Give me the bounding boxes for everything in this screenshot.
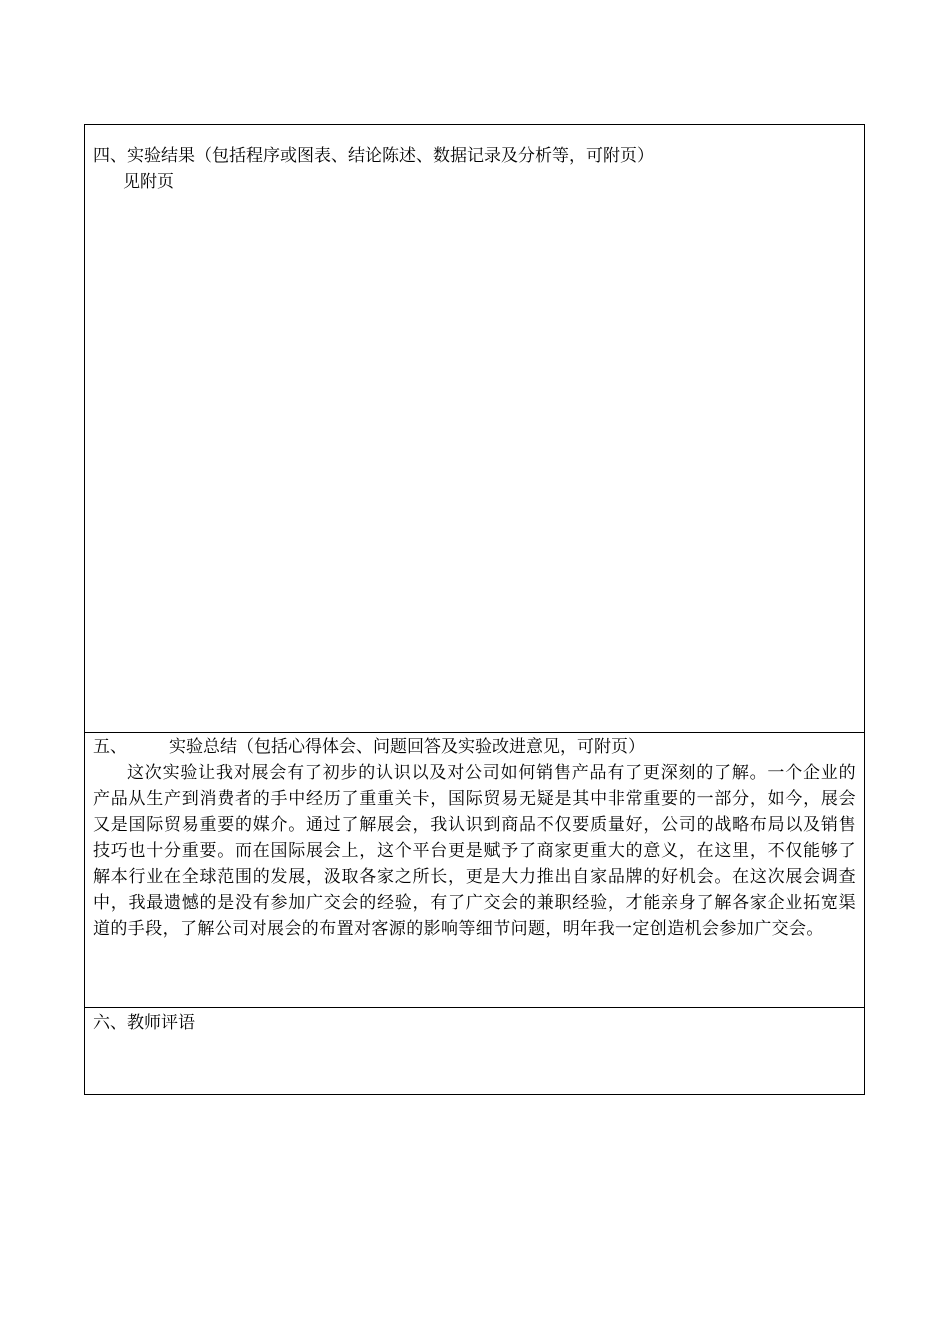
section-experiment-summary [85, 732, 864, 1007]
section-6-heading: 六、教师评语 [93, 1013, 195, 1033]
section-5-body: 这次实验让我对展会有了初步的认识以及对公司如何销售产品有了更深刻的了解。一个企业的产品从生产到消费者的手中经历了重重关卡，国际贸易无疑是其中非常重要的一部分，如今，展会又是国际贸易重要的媒介。通过了解展会，我认识到商品不仅要质量好，公司的战略布局以及销售技巧也十分重要。而在国际展会上，这个平台更是赋予了商家更重大的意义，在这里，不仅能够了解本行业在全球范围的发展，汲取各家之所长，更是大力推出自家品牌的好机会。在这次展会调查中，我最遗憾的是没有参加广交会的经验，有了广交会的兼职经验，才能亲身了解各家企业拓宽渠道的手段，了解公司对展会的布置对客源的影响等细节问题，明年我一定创造机会参加广交会。 [93, 763, 856, 939]
section-5-heading: 实验总结（包括心得体会、问题回答及实验改进意见，可附页） [169, 737, 645, 757]
report-form-table [84, 124, 865, 1095]
section-experiment-results [85, 125, 864, 732]
section-teacher-comments [85, 1007, 864, 1094]
section-5-heading-row [93, 734, 856, 760]
section-4-heading: 四、实验结果（包括程序或图表、结论陈述、数据记录及分析等，可附页） [93, 146, 654, 166]
section-4-body: 见附页 [123, 172, 174, 192]
section-5-number: 五、 [93, 737, 127, 757]
